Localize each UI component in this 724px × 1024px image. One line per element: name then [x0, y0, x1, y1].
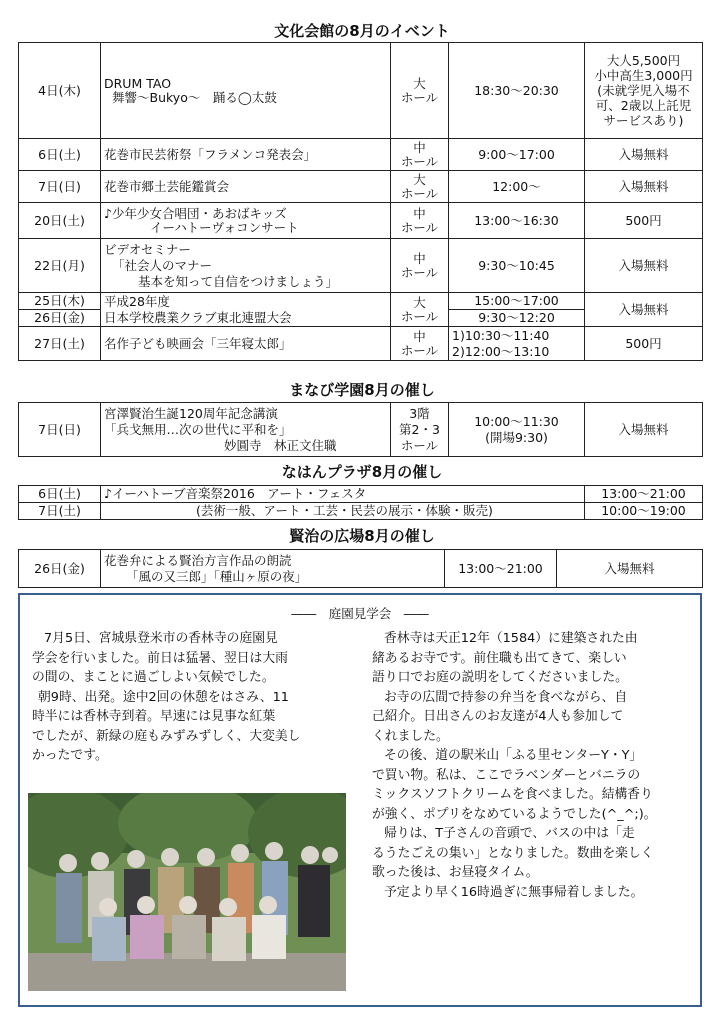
table-row	[19, 403, 703, 457]
event-date: 4日(木)	[19, 43, 101, 139]
report-line: 7月5日、宮城県登米市の香林寺の庭園見	[44, 631, 278, 646]
report-line: 歌った後は、お昼寝タイム。	[372, 865, 539, 880]
event-time: 10:00～19:00	[585, 503, 703, 520]
event-fee: 入場無料	[557, 550, 703, 588]
event-time: 15:00～17:00 9:30～12:20	[449, 293, 585, 327]
table-row	[19, 139, 703, 171]
table-row	[19, 293, 703, 327]
event-name: DRUM TAO 舞響～Bukyo～ 踊る◯太鼓	[101, 43, 391, 139]
event-date: 25日(木) 26日(金)	[19, 293, 101, 327]
event-time: 13:00～21:00	[445, 550, 557, 588]
event-fee: 大人5,500円 小中高生3,000円 (未就学児入場不 可、2歳以上託児 サービスあり)	[585, 43, 703, 139]
manabi-events-table	[18, 402, 703, 457]
report-line: の間の、まことに過ごしよい気候でした。	[32, 670, 275, 685]
table-row	[19, 239, 703, 293]
event-fee: 入場無料	[585, 403, 703, 457]
report-line: 予定より早く16時過ぎに無事帰着しました。	[384, 884, 644, 900]
event-name: 名作子ども映画会「三年寝太郎」	[101, 327, 391, 361]
event-fee: 500円	[585, 203, 703, 239]
event-fee: 入場無料	[585, 239, 703, 293]
event-venue: 大 ホール	[391, 43, 449, 139]
report-line: 緒あるお寺です。前住職も出てきて、楽しい	[372, 650, 627, 666]
event-date: 6日(土)	[19, 486, 101, 503]
report-line: で買い物。私は、ここでラベンダーとバニラの	[372, 767, 641, 783]
event-venue: 中 ホール	[391, 239, 449, 293]
event-time: 13:00～16:30	[449, 203, 585, 239]
event-date: 7日(日)	[19, 403, 101, 457]
manabi-section-title: まなび学園8月の催し	[289, 381, 435, 399]
report-line: 帰りは、T子さんの音頭で、バスの中は「走	[384, 826, 635, 841]
event-time: 12:00～	[449, 171, 585, 203]
report-line: るうたごえの集い」となりました。数曲を楽しく	[372, 845, 654, 861]
hall-events-table	[18, 42, 703, 361]
kenji-section-title: 賢治の広場8月の催し	[289, 527, 435, 545]
report-line: その後、道の駅米山「ふる里センターY・Y」	[384, 748, 643, 763]
report-panel	[18, 593, 702, 1007]
event-fee: 500円	[585, 327, 703, 361]
nahan-section-title: なはんプラザ8月の催し	[281, 463, 443, 481]
event-venue: 3階 第2・3 ホール	[391, 403, 449, 457]
table-row	[19, 550, 703, 588]
nahan-events-table	[18, 485, 703, 520]
event-venue: 大 ホール	[391, 171, 449, 203]
report-line: 学会を行いました。前日は猛暑、翌日は大雨	[32, 650, 288, 666]
event-time: 18:30～20:30	[449, 43, 585, 139]
report-line: かったです。	[32, 748, 108, 763]
event-name: 花巻市郷土芸能鑑賞会	[101, 171, 391, 203]
report-line: お寺の広間で持参の弁当を食べながら、自	[384, 689, 628, 705]
event-fee: 入場無料	[585, 139, 703, 171]
event-date: 22日(月)	[19, 239, 101, 293]
report-line: 香林寺は天正12年（1584）に建築された由	[384, 631, 638, 646]
event-name: 宮澤賢治生誕120周年記念講演 「兵戈無用…次の世代に平和を」 妙圓寺 林正文住職	[101, 403, 391, 457]
event-time: 10:00～11:30 (開場9:30)	[449, 403, 585, 457]
report-line: 朝9時、出発。途中2回の休憩をはさみ、11	[38, 689, 289, 705]
garden-tour-group-photo	[28, 793, 346, 991]
event-name: 平成28年度 日本学校農業クラブ東北連盟大会	[101, 293, 391, 327]
event-date: 20日(土)	[19, 203, 101, 239]
event-time: 1)10:30～11:40 2)12:00～13:10	[449, 327, 585, 361]
report-line: 己紹介。日出さんのお友達が4人も参加して	[372, 709, 624, 724]
report-line: でしたが、新緑の庭もみずみずしく、大変美し	[32, 728, 301, 744]
event-date: 7日(土)	[19, 503, 101, 520]
report-line: 語り口でお庭の説明をしてくださいました。	[372, 670, 628, 685]
report-right-column	[372, 629, 694, 902]
event-venue: 中 ホール	[391, 327, 449, 361]
event-detail: (芸術一般、アート・工芸・民芸の展示・体験・販売)	[101, 503, 585, 520]
table-row	[19, 486, 703, 503]
event-fee: 入場無料	[585, 293, 703, 327]
event-time: 9:30～10:45	[449, 239, 585, 293]
event-time: 13:00～21:00	[585, 486, 703, 503]
event-name: ♪イーハトーブ音楽祭2016 アート・フェスタ	[101, 486, 585, 503]
event-date: 7日(日)	[19, 171, 101, 203]
event-date: 6日(土)	[19, 139, 101, 171]
group-photo-illustration	[28, 793, 346, 991]
event-fee: 入場無料	[585, 171, 703, 203]
table-row	[19, 203, 703, 239]
report-title: ―― 庭園見学会 ――	[291, 606, 429, 621]
event-name: 花巻市民芸術祭「フラメンコ発表会」	[101, 139, 391, 171]
event-name: 花巻弁による賢治方言作品の朗読 「風の又三郎」「種山ヶ原の夜」	[101, 550, 445, 588]
table-row	[19, 171, 703, 203]
report-line: が強く、ポプリをなめているようでした(^_^;)。	[372, 806, 657, 822]
table-row	[19, 43, 703, 139]
event-venue: 中 ホール	[391, 203, 449, 239]
report-left-column	[32, 629, 354, 766]
table-row	[19, 503, 703, 520]
event-venue: 中 ホール	[391, 139, 449, 171]
report-line: 時半には香林寺到着。早速には見事な紅葉	[32, 709, 276, 724]
event-time: 9:00～17:00	[449, 139, 585, 171]
hall-section-title: 文化会館の8月のイベント	[274, 22, 450, 40]
event-venue: 大 ホール	[391, 293, 449, 327]
event-name: ♪少年少女合唱団・あおばキッズ イーハトーヴォコンサート	[101, 203, 391, 239]
report-line: くれました。	[372, 728, 449, 744]
report-line: ミックスソフトクリームを食べました。結構香り	[372, 787, 653, 802]
kenji-events-table	[18, 549, 703, 588]
event-date: 27日(土)	[19, 327, 101, 361]
event-name: ビデオセミナー 「社会人のマナー 基本を知って自信をつけましょう」	[101, 239, 391, 293]
table-row	[19, 327, 703, 361]
event-date: 26日(金)	[19, 550, 101, 588]
